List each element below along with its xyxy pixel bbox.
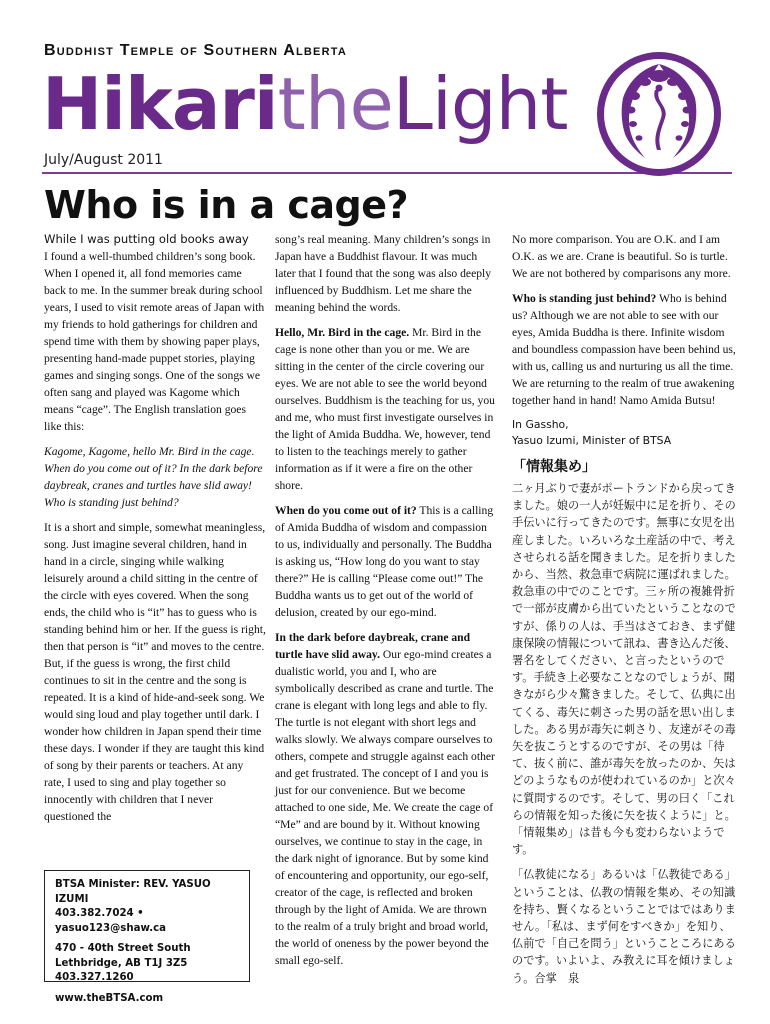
- phone-line: 403.327.1260: [55, 972, 134, 983]
- contact-box: [44, 870, 250, 1004]
- paragraph-text: I found a well-thumbed children’s song book. When I opened it, all fond memories came back to me. In the summer break during school years, I used to visit remote areas of Japan with my friends to hold gatherings for children and spend time with them by showing paper plays, presenting hand-made puppet stories, playing games and singing songs. One of the songs we often sang and played was Kagome which means “cage”. The English translation goes like this:: [44, 250, 265, 433]
- masthead-the: the: [277, 62, 393, 146]
- wisteria-crest-icon: [595, 50, 723, 178]
- subheading: Who is standing just behind?: [512, 292, 657, 305]
- paragraph-text: Mr. Bird in the cage is none other than you or me. We are sitting in the center of the circle covering our eyes. We are not able to see the world beyond ourselves. Buddhism is the teaching for us, you and me, who must first investigate ourselves in the light of Amida Buddha. We, however, tend to listen to the teachings merely to gather information as if it were a fire on the other shore.: [275, 326, 495, 492]
- article-paragraph: No more comparison. You are O.K. and I am O.K. as we are. Crane is beautiful. So is turtle. We are not bothered by comparisons any more.: [512, 233, 731, 280]
- article-paragraph: It is a short and simple, somewhat meaningless, song. Just imagine several children, hand in hand in a circle, singing while walking leisurely around a child sitting in the centre of the circle with eyes covered. When the song ends, the child who is “it” has to guess who is standing behind him or her. If the guess is right, then that person is “it” and moves to the centre. But, if the guess is wrong, the first child continues to sit in the centre and the song is repeated. It is a kind of hide-and-seek song. We would sing loud and play together until dark. I wonder how children in Japan spend their time these days. I wonder if they are taught this kind of song by their parents or teachers. At any rate, I used to sing and play together so innocently with children that I never questioned the: [44, 521, 266, 823]
- song-translation: Kagome, Kagome, hello Mr. Bird in the cage. When do you come out of it? In the dark before daybreak, cranes and turtles have slid away! Who is standing just behind?: [44, 445, 263, 509]
- closing: In Gassho,: [512, 418, 569, 431]
- signoff: [512, 417, 737, 449]
- lead-in: While I was putting old books away: [44, 232, 249, 246]
- website-link[interactable]: www.theBTSA.com: [55, 992, 164, 1004]
- masthead-hikari: Hikari: [42, 62, 278, 146]
- subheading: When do you come out of it?: [275, 504, 417, 517]
- article-column-3: [512, 231, 737, 995]
- address-line-1: 470 - 40th Street South: [55, 943, 191, 954]
- minister-line: BTSA Minister: REV. YASUO IZUMI: [55, 879, 211, 905]
- paragraph-text: Our ego-mind creates a dualistic world, you and I, who are symbolically described as crane and turtle. The crane is elegant with long legs and able to fly. The turtle is not elegant with short legs and walks slowly. We always compare ourselves to others, compete and struggle against each other and get frustrated. The concept of I and you is just for our convenience. But we become attached to one side, Me. We create the cage of “Me” and are bound by it. Without knowing ourselves, we continue to stay in the cage, in the dark night of ignorance. But by some kind of encountering and opportunity, our ego-self, creator of the cage, is reflected and broken through by the light of Amida. We are thrown to the realm of a truly bright and broad world, the world of oneness by the power beyond the small ego-self.: [275, 648, 495, 967]
- masthead-light: Light: [392, 62, 568, 146]
- article-paragraph: [512, 290, 737, 409]
- issue-date: July/August 2011: [44, 152, 163, 168]
- japanese-title: 「情報集め」: [512, 459, 596, 475]
- article-column-2: [275, 231, 497, 977]
- japanese-paragraph: 二ヶ月ぶりで妻がポートランドから戻ってきました。娘の一人が妊娠中に足を折り、その手伝いに行ってきたのです。無事に女児を出産しました。いろいろな土産話の中で、考えさせられる話を聞きました。足を折りましたから、当然、救急車で病院に運ばれました。救急車の中でのことです。三ヶ所の複雑骨折で一部が皮膚から出ていたということなのですが、係りの人は、手当はさておき、まず健康保険の情報について訊ね、書き込んだ後、署名をしてください、と言ったというのです。手続き上必要なことなのでしょうが、聞きながら少々驚きました。そして、仏典に出てくる、毒矢に刺さった男の話を思い出しました。ある男が毒矢に刺さり、友達がその毒矢を抜こうとするのですが、その男は「待て、抜く前に、誰が毒矢を放ったのか、矢はどのようなものが使われているのか」と次々に質問するのです。そして、男の曰く「これらの情報を知った後に矢を抜くように」と。「情報集め」は昔も今も変わらないようです。: [512, 482, 736, 857]
- paragraph-text: Who is behind us? Although we are not able to see with our eyes, Amida Buddha is there. Infinite wisdom and boundless compassion have been behind us, with us, calling us and nurturing us all the time. We are returning to the realm of true awakening together hand in hand! Namo Amida Butsu!: [512, 292, 736, 407]
- article-column-1: [44, 231, 266, 833]
- article-paragraph: song’s real meaning. Many children’s songs in Japan have a Buddhist flavour. It was much later that I found that the song was also deeply influenced by Buddhism. Let me share the meaning behind the words.: [275, 233, 492, 314]
- japanese-paragraph: 「仏教徒になる」あるいは「仏教徒である」ということは、仏教の情報を集め、その知識を持ち、賢くなるということではではありません。「私は、まず何をすべきか」を知り、仏前で「自己を問う」ということころにあるのです。いよいよ、み教えに耳を傾けましょう。合掌 泉: [512, 868, 736, 985]
- article-headline: Who is in a cage?: [44, 183, 409, 227]
- address-line-2: Lethbridge, AB T1J 3Z5: [55, 957, 188, 969]
- organization-name: Buddhist Temple of Southern Alberta: [44, 42, 347, 59]
- article-paragraph: [275, 629, 497, 969]
- subheading: In the dark before daybreak, crane and turtle have slid away.: [275, 631, 471, 661]
- subheading: Hello, Mr. Bird in the cage.: [275, 326, 410, 339]
- phone-email-line: 403.382.7024 • yasuo123@shaw.ca: [55, 908, 167, 934]
- article-paragraph: [275, 324, 497, 494]
- paragraph-text: This is a calling of Amida Buddha of wisdom and compassion to us, individually and personally. The Buddha is asking us, “How long do you want to stay there?” He is calling “Please come out!” The Buddha wants us to get out of the world of delusion, created by our ego-mind.: [275, 504, 494, 619]
- masthead-title: [42, 62, 568, 146]
- article-paragraph: [44, 231, 266, 435]
- article-paragraph: [275, 502, 497, 621]
- signature: Yasuo Izumi, Minister of BTSA: [512, 434, 672, 447]
